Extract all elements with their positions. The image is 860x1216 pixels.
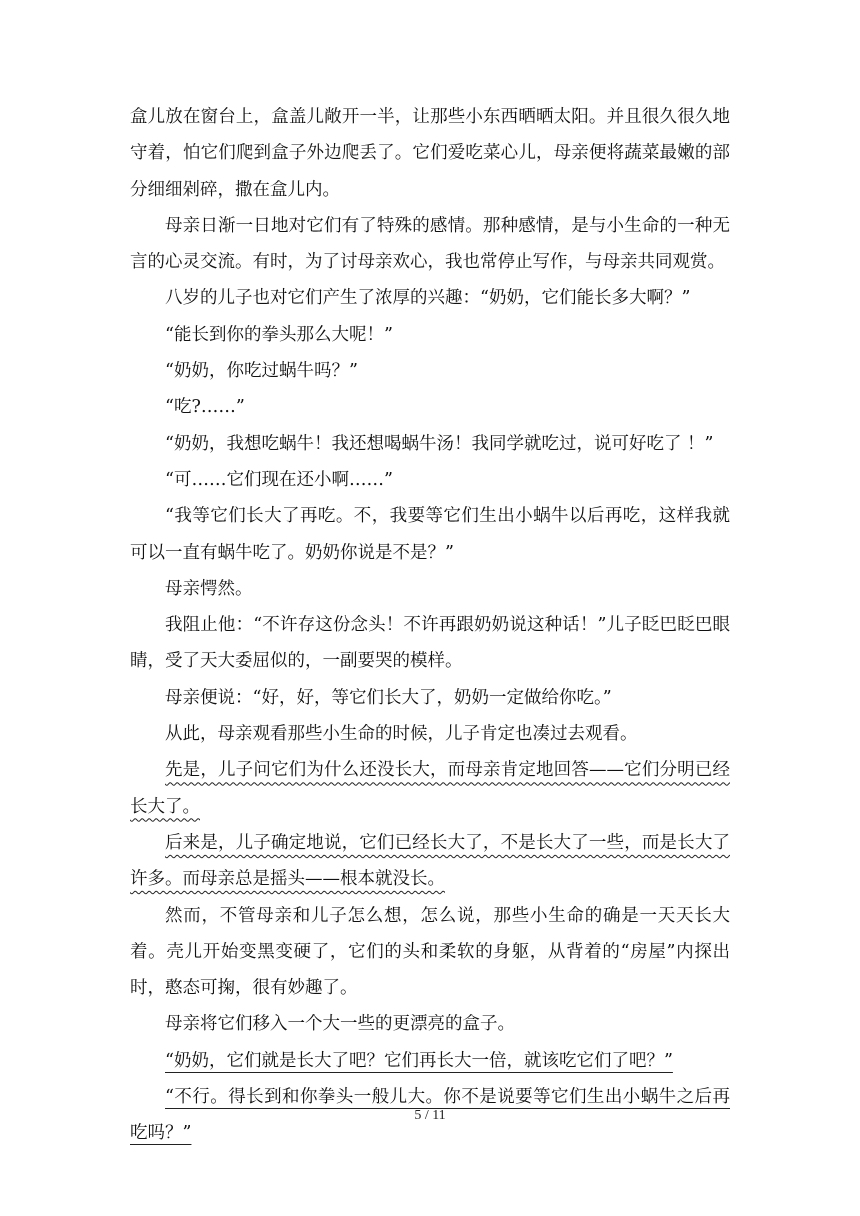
paragraph: “可……它们现在还小啊……” [165, 469, 393, 490]
underlined-text: “奶奶，它们就是长大了吧？它们再长大一倍，就该吃它们了吧？” [165, 1050, 673, 1071]
paragraph: 从此，母亲观看那些小生命的时候，儿子肯定也凑过去观看。 [165, 724, 638, 745]
paragraph-wavy-underlined [130, 752, 730, 825]
paragraph-wavy-underlined [130, 825, 730, 898]
paragraph: “吃?……” [165, 397, 245, 418]
paragraph: 母亲便说：“好，好，等它们长大了，奶奶一定做给你吃。” [165, 687, 612, 708]
wavy-underlined-text: 后来是，儿子确定地说，它们已经长大了，不是长大了一些，而是长大了许多。而母亲总是摇头——根本就没长。 [130, 832, 730, 890]
paragraph: “奶奶，我想吃蜗牛！我还想喝蜗牛汤！我同学就吃过，说可好吃了 ！” [165, 433, 714, 454]
paragraph: 母亲愕然。 [165, 578, 253, 599]
paragraph: “我等它们长大了再吃。不，我要等它们生出小蜗牛以后再吃，这样我就可以一直有蜗牛吃了。奶奶你说是不是？” [130, 506, 730, 563]
paragraph: “能长到你的拳头那么大呢！” [165, 324, 393, 345]
paragraph: 然而，不管母亲和儿子怎么想，怎么说，那些小生命的确是一天天长大着。壳儿开始变黑变硬了，它们的头和柔软的身躯，从背着的“房屋”内探出时，憨态可掬，很有妙趣了。 [130, 905, 730, 999]
body-text [130, 99, 730, 1152]
paragraph: “奶奶，你吃过蜗牛吗？” [165, 361, 358, 382]
underlined-text: “不行。得长到和你拳头一般儿大。你不是说要等它们生出小蜗牛之后再吃吗？” [130, 1087, 730, 1144]
paragraph: 我阻止他：“不许存这份念头！不许再跟奶奶说这种话！”儿子眨巴眨巴眼睛，受了天大委屈似的，一副要哭的模样。 [130, 615, 730, 672]
paragraph: 母亲将它们移入一个大一些的更漂亮的盒子。 [165, 1014, 515, 1035]
page-number: 5 / 11 [414, 1108, 446, 1123]
paragraph: 八岁的儿子也对它们产生了浓厚的兴趣：“奶奶，它们能长多大啊？” [165, 288, 691, 309]
paragraph: 盒儿放在窗台上，盒盖儿敞开一半，让那些小东西晒晒太阳。并且很久很久地守着，怕它们爬到盒子外边爬丢了。它们爱吃菜心儿，母亲便将蔬菜最嫩的部分细细剁碎，撒在盒儿内。 [130, 107, 730, 200]
paragraph: 母亲日渐一日地对它们有了特殊的感情。那种感情，是与小生命的一种无言的心灵交流。有时，为了讨母亲欢心，我也常停止写作，与母亲共同观赏。 [130, 215, 730, 273]
paragraph-underlined [130, 1043, 730, 1079]
wavy-underlined-text: 先是，儿子问它们为什么还没长大，而母亲肯定地回答——它们分明已经长大了。 [130, 760, 730, 817]
